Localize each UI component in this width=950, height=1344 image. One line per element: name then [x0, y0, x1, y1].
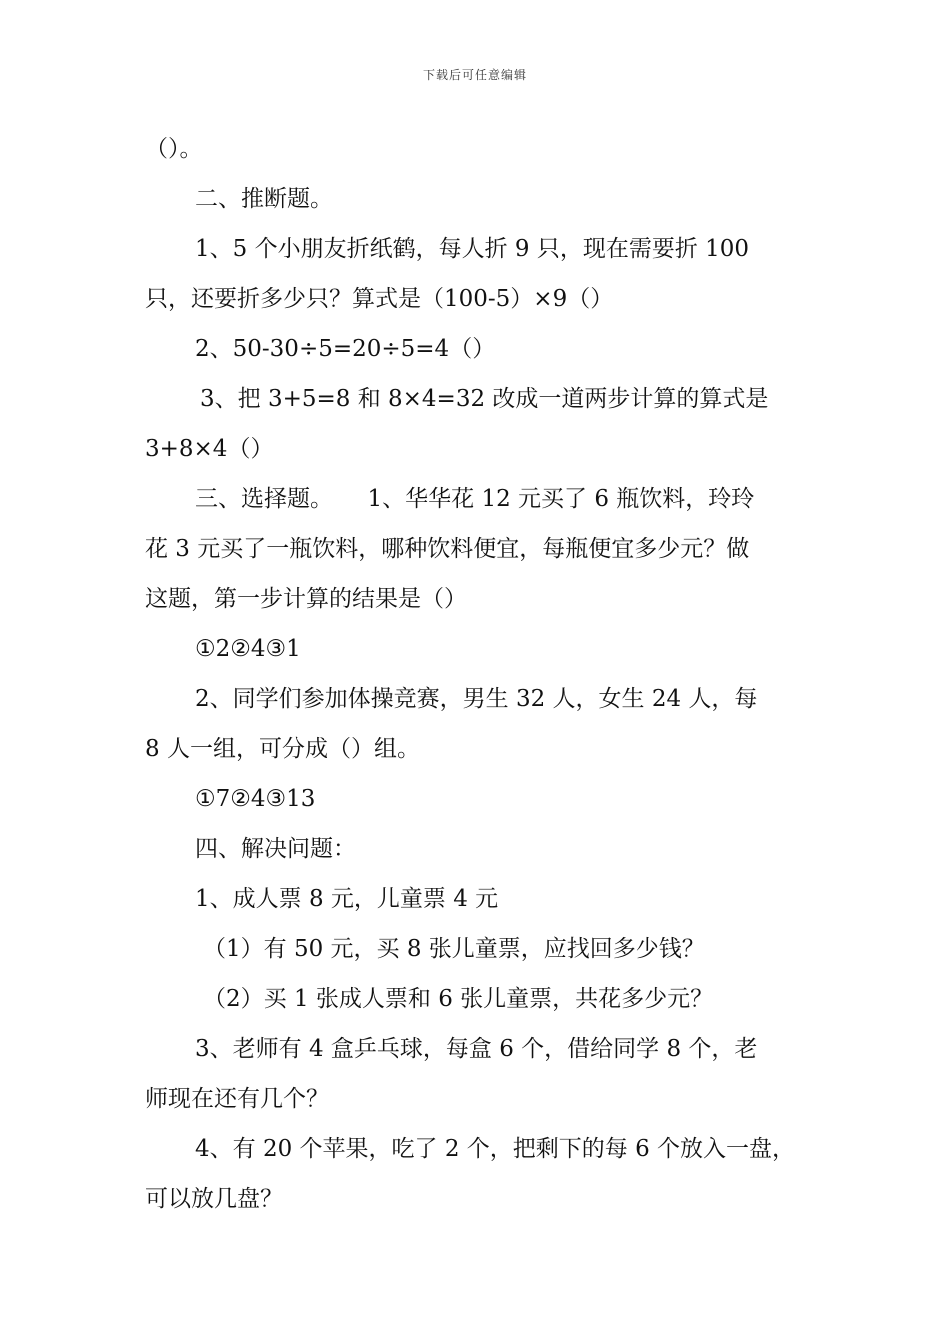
choice-options: ①2②4③1 [195, 636, 301, 662]
question-line: 2、同学们参加体操竞赛，男生 32 人，女生 24 人，每 [195, 686, 758, 712]
question-line: 师现在还有几个？ [145, 1086, 329, 1112]
section-heading-choice: 三、选择题。 1、华华花 12 元买了 6 瓶饮料，玲玲 [195, 486, 755, 512]
page-header-watermark: 下载后可任意编辑 [422, 68, 527, 82]
question-line: 这题，第一步计算的结果是（） [145, 586, 467, 612]
question-line: 花 3 元买了一瓶饮料，哪种饮料便宜，每瓶便宜多少元？做 [145, 536, 750, 562]
question-line: 3、老师有 4 盒乒乓球，每盒 6 个，借给同学 8 个，老 [195, 1036, 758, 1062]
question-line: 1、成人票 8 元，儿童票 4 元 [195, 886, 499, 912]
question-line: 只，还要折多少只？算式是（100-5）×9（） [145, 286, 614, 312]
question-line: 8 人一组，可分成（）组。 [145, 736, 420, 762]
question-line: 2、50-30÷5=20÷5=4（） [195, 336, 496, 362]
section-heading-problems: 四、解决问题： [195, 836, 356, 862]
sub-question-line: （2）买 1 张成人票和 6 张儿童票，共花多少元？ [203, 986, 714, 1012]
question-line: 3+8×4（） [145, 436, 274, 462]
text-line-blank-answer: （）。 [145, 136, 203, 162]
choice-options: ①7②4③13 [195, 786, 316, 812]
question-line: 3、把 3+5=8 和 8×4=32 改成一道两步计算的算式是 [200, 386, 769, 412]
sub-question-line: （1）有 50 元，买 8 张儿童票，应找回多少钱？ [203, 936, 705, 962]
question-line: 1、5 个小朋友折纸鹤，每人折 9 只，现在需要折 100 [195, 236, 750, 262]
section-heading-judgement: 二、推断题。 [195, 186, 333, 212]
question-line: 4、有 20 个苹果，吃了 2 个，把剩下的每 6 个放入一盘， [195, 1136, 796, 1162]
question-line: 可以放几盘？ [145, 1186, 283, 1212]
